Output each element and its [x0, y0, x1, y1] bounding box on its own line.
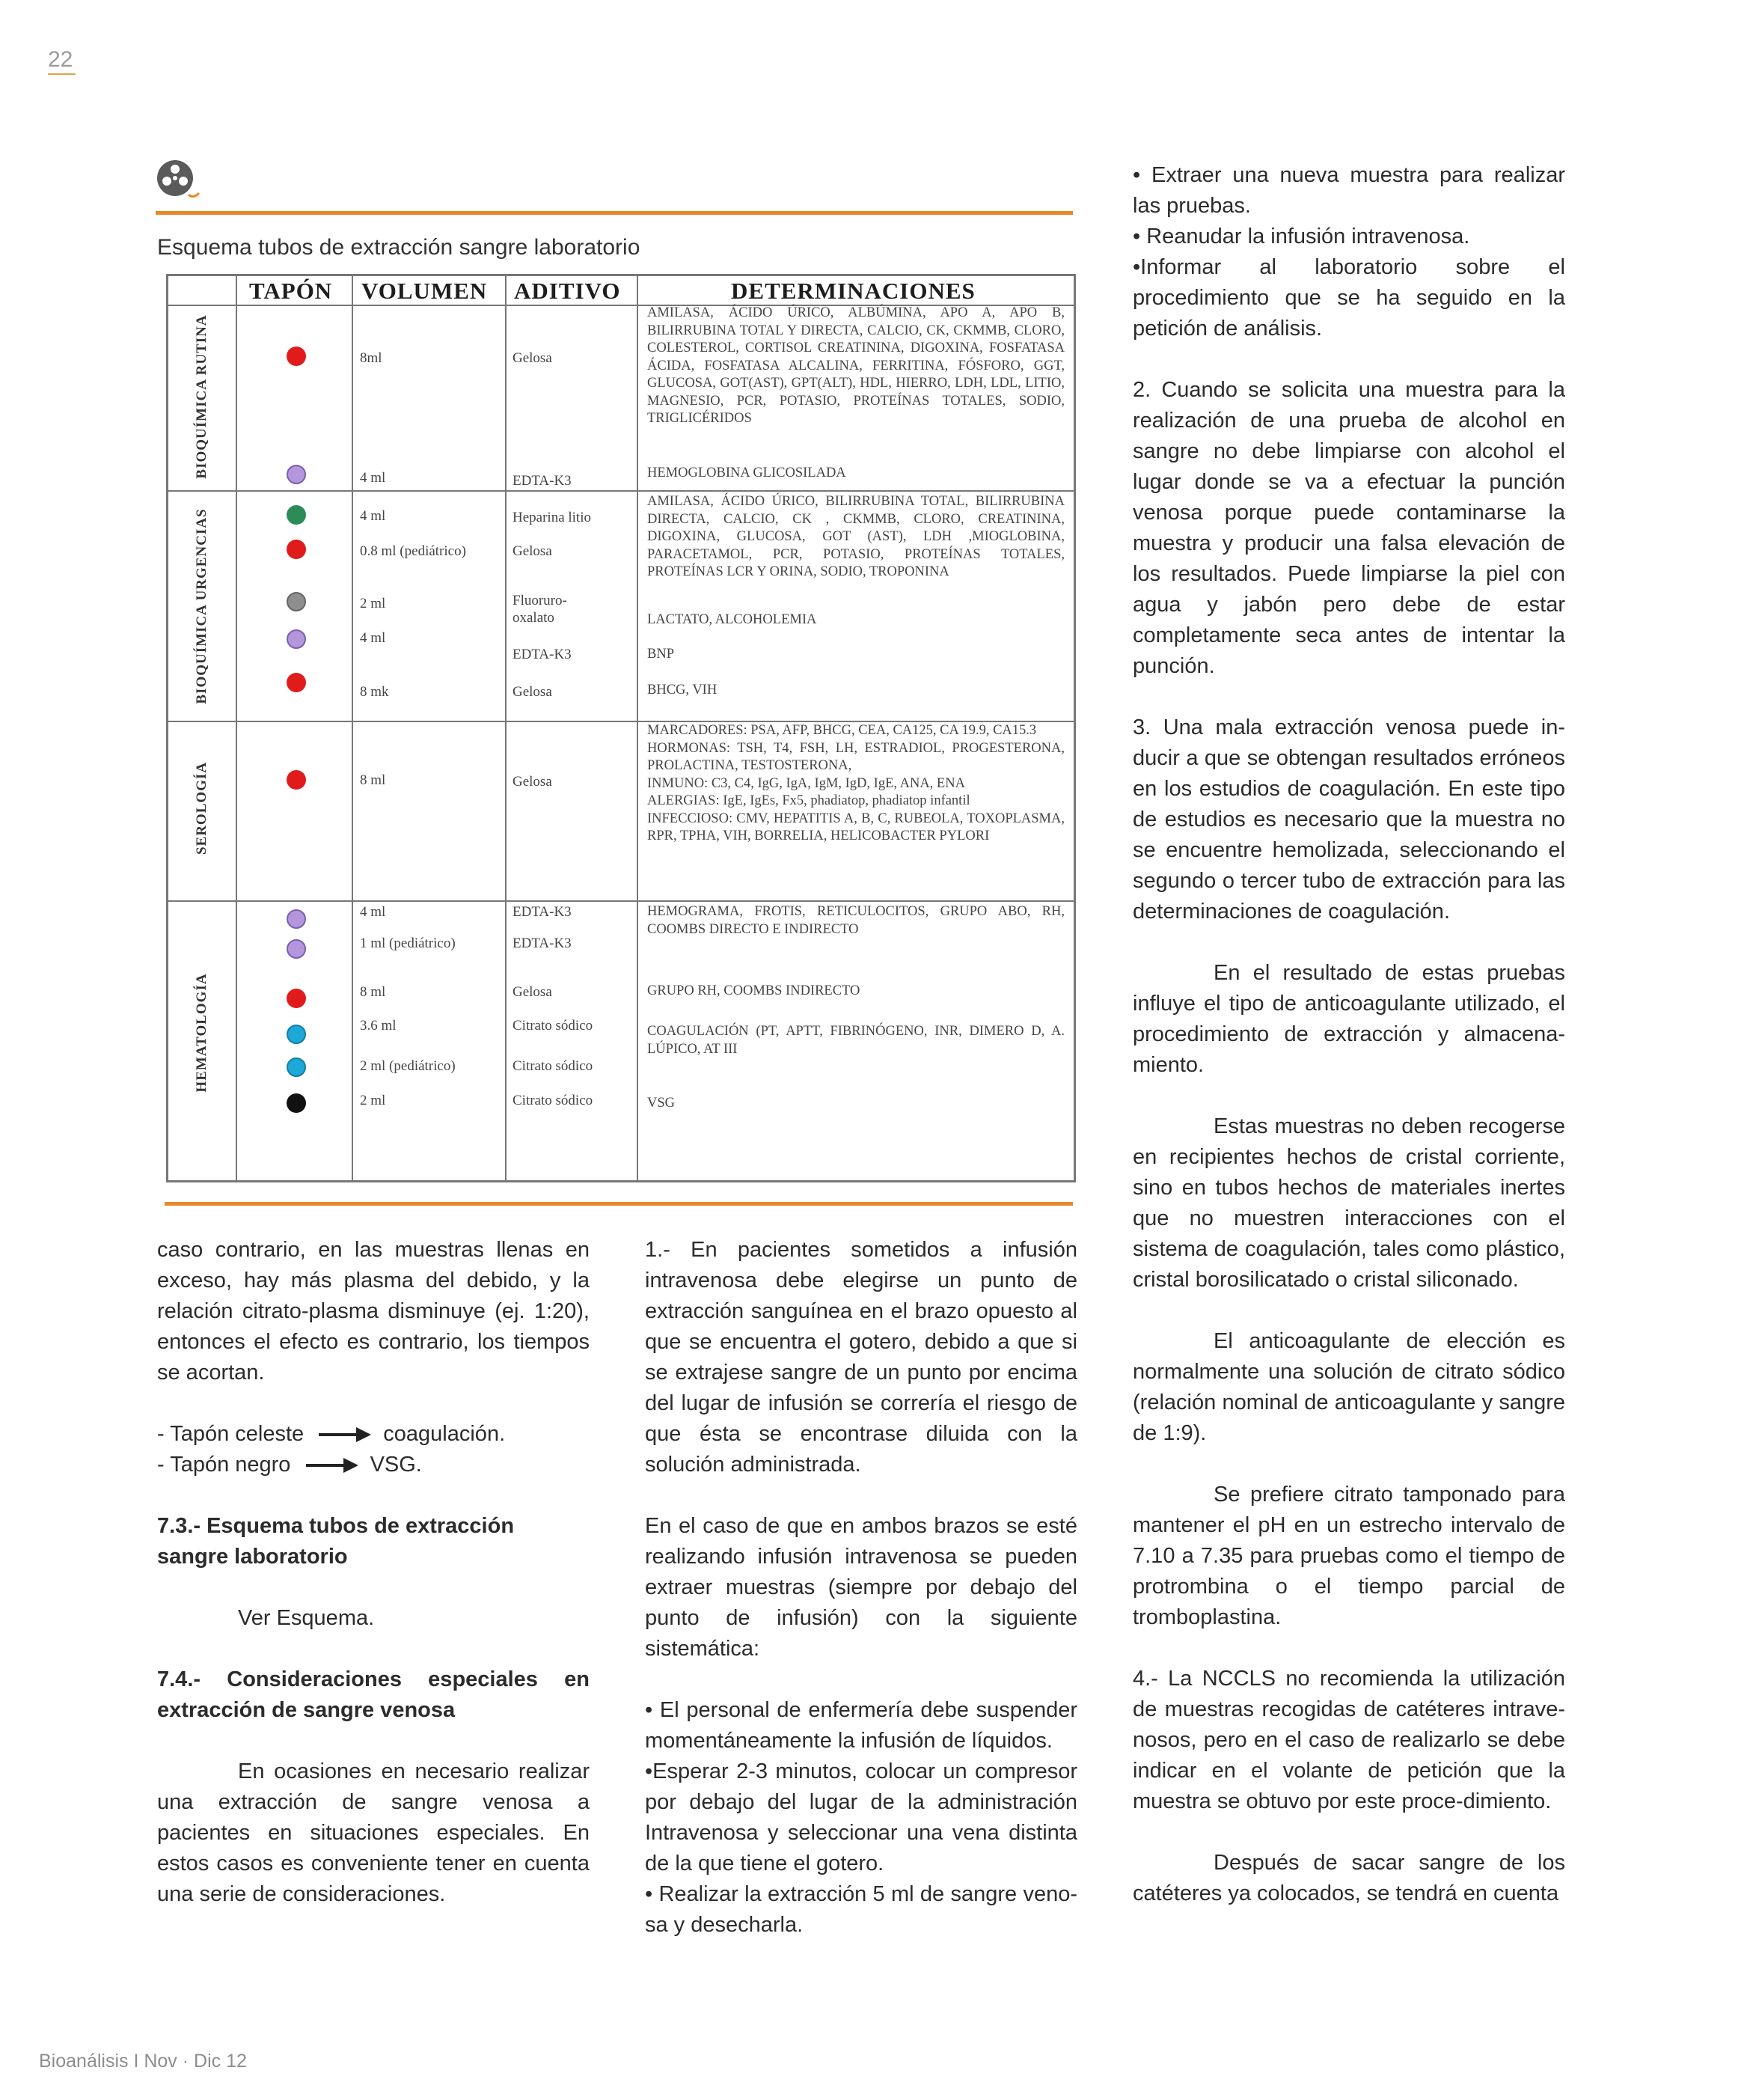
- section-label-urgencias: BIOQUÍMICA URGENCIAS: [194, 508, 209, 704]
- additive-value: Fluoruro- oxalato: [513, 593, 567, 626]
- additive-value: Citrato sódico: [513, 1093, 593, 1108]
- volume-value: 4 ml: [360, 904, 386, 920]
- bullet-item: • El personal de enfermería debe suspender momentáneamente la infusión de líquidos.: [645, 1698, 1077, 1753]
- red-tube-cap: [287, 347, 306, 366]
- bullet-item: •Esperar 2-3 minutos, colocar un compresor por debajo del lugar de la administración Intravenosa y seleccionar una vena distinta de la que tiene el gotero.: [645, 1759, 1077, 1875]
- section-heading: 7.4.- Consideraciones especiales en extracción de sangre venosa: [157, 1667, 590, 1722]
- arrow-right-icon: [306, 1464, 355, 1467]
- celeste-tube-cap: [287, 1057, 306, 1077]
- determinations-line: MARCADORES: PSA, AFP, BHCG, CEA, CA125, CA 19.9, CA15.3: [647, 723, 1037, 738]
- figure-bottom-rule: [165, 1202, 1073, 1206]
- list-item-value: VSG.: [370, 1453, 422, 1477]
- list-item: [157, 1419, 590, 1450]
- table-divider: [505, 276, 507, 1180]
- table-divider: [352, 276, 353, 1180]
- paragraph: En el resultado de estas pruebas influye el tipo de anticoagulante utilizado, el procedimiento de extracción y almacena-miento.: [1133, 961, 1565, 1077]
- black-tube-cap: [287, 1093, 306, 1113]
- paragraph: Después de sacar sangre de los catéteres ya colocados, se tendrá en cuenta: [1133, 1851, 1565, 1905]
- additive-value: EDTA-K3: [513, 473, 572, 489]
- header-determinaciones: DETERMINACIONES: [731, 278, 976, 304]
- lavender-tube-cap: [287, 465, 306, 484]
- volume-value: 2 ml (pediátrico): [360, 1058, 456, 1074]
- section-label-rutina: BIOQUÍMICA RUTINA: [194, 314, 209, 479]
- header-volumen: VOLUMEN: [361, 278, 488, 304]
- header-aditivo: ADITIVO: [514, 278, 621, 304]
- list-item-value: coagulación.: [383, 1422, 506, 1446]
- additive-value: EDTA-K3: [513, 935, 572, 951]
- left-column: [157, 1235, 590, 1941]
- table-divider: [168, 490, 1074, 492]
- green-tube-cap: [287, 505, 306, 525]
- paragraph: 3. Una mala extracción venosa puede in-ducir a que se obtengan resultados erróneos en los estudios de coagulación. En este tipo de estudios es necesario que la muestra no se encuentre hemolizada, seleccionando el segundo o tercer tubo de extracción para las determinaciones de coagulación.: [1133, 715, 1565, 924]
- paragraph: 4.- La NCCLS no recomienda la utilización de muestras recogidas de catéteres intrave-nosos, pero en el caso de realizarlo se debe indicar en el volante de petición que la muestra se obtuvo por este proce-dimiento.: [1133, 1667, 1565, 1813]
- volume-value: 2 ml: [360, 596, 386, 611]
- list-item-label: - Tapón negro: [157, 1453, 291, 1477]
- lavender-tube-cap: [287, 909, 306, 929]
- determinations-text: HEMOGLOBINA GLICOSILADA: [647, 466, 846, 480]
- gray-tube-cap: [287, 592, 306, 611]
- additive-value: EDTA-K3: [513, 647, 572, 662]
- paragraph: Estas muestras no deben recogerse en recipientes hechos de cristal corriente, sino en tubos hechos de materiales inertes que no muestren interacciones con el sistema de coagulación, tales como plástico, cristal borosilicatado o cristal siliconado.: [1133, 1114, 1565, 1292]
- red-tube-cap: [287, 770, 306, 790]
- volume-value: 8 ml: [360, 984, 386, 1000]
- arrow-right-icon: [319, 1433, 368, 1436]
- determinations-text: GRUPO RH, COOMBS INDIRECTO: [647, 983, 860, 998]
- additive-value: Gelosa: [513, 543, 552, 559]
- determinations-line: HORMONAS: TSH, T4, FSH, LH, ESTRADIOL, PROGESTERONA, PROLACTINA, TESTOSTERONA,: [647, 740, 1065, 773]
- volume-value: 4 ml: [360, 508, 386, 524]
- determinations-line: ALERGIAS: IgE, IgEs, Fx5, phadiatop, phadiatop infantil: [647, 793, 970, 808]
- section-heading: 7.3.- Esquema tubos de extracción sangre laboratorio: [157, 1514, 515, 1569]
- bullet-item: • Reanudar la infusión intravenosa.: [1133, 225, 1470, 248]
- paragraph: 1.- En pacientes sometidos a infusión intravenosa debe elegirse un punto de extracción sanguínea en el brazo opuesto al que se encuentra el gotero, debido a que si se extrajese sangre de un punto por encima del lugar de infusión se correría el riesgo de que ésta se encontrase diluida con la solución administrada.: [645, 1238, 1077, 1477]
- additive-value: Gelosa: [513, 774, 552, 790]
- header-tapon: TAPÓN: [249, 278, 333, 304]
- volume-value: 1 ml (pediátrico): [360, 935, 456, 951]
- volume-value: 4 ml: [360, 630, 386, 646]
- list-item: [157, 1450, 590, 1480]
- determinations-text: AMILASA, ÁCIDO ÚRICO, BILIRRUBINA TOTAL, BILIRRUBINA DIRECTA, CALCIO, CK , CKMMB, CLORO, CREATININA, DIGOXINA, GLUCOSA, GOT (AST), LDH ,MIOGLOBINA, PARACETAMOL, PCR, POTASIO, PROTEÍNAS TOTALES, PROTEÍNAS LCR Y ORINA, SODIO, TROPONINA: [647, 494, 1065, 579]
- page-number: 22: [48, 46, 76, 75]
- paragraph: En el caso de que en ambos brazos se esté realizando infusión intravenosa se pueden extraer muestras (siempre por debajo del punto de infusión) con la siguiente sistemática:: [645, 1514, 1077, 1661]
- volume-value: 8 ml: [360, 772, 386, 788]
- figure-top-rule: [156, 211, 1073, 215]
- additive-value: Citrato sódico: [513, 1018, 593, 1034]
- tube-scheme-table: [166, 274, 1076, 1182]
- volume-value: 8ml: [360, 350, 382, 366]
- figure-caption: Esquema tubos de extracción sangre laboratorio: [157, 235, 640, 260]
- section-label-serologia: SEROLOGÍA: [194, 761, 209, 855]
- footer-publication: Bioanálisis I Nov · Dic 12: [39, 2051, 247, 2072]
- paragraph: Se prefiere citrato tamponado para mantener el pH en un estrecho intervalo de 7.10 a 7.35 para pruebas como el tiempo de protrombina o el tiempo parcial de tromboplastina.: [1133, 1483, 1565, 1629]
- volume-value: 3.6 ml: [360, 1018, 397, 1034]
- determinations-line: INMUNO: C3, C4, IgG, IgA, IgM, IgD, IgE, ANA, ENA: [647, 775, 965, 791]
- determinations-text: BHCG, VIH: [647, 683, 718, 698]
- list-item-label: - Tapón celeste: [157, 1422, 305, 1446]
- celeste-tube-cap: [287, 1025, 306, 1044]
- lavender-tube-cap: [287, 939, 306, 959]
- additive-value: Gelosa: [513, 350, 552, 366]
- additive-value: EDTA-K3: [513, 904, 572, 920]
- red-tube-cap: [287, 989, 306, 1008]
- determinations-text: BNP: [647, 647, 674, 662]
- paragraph: 2. Cuando se solicita una muestra para la realización de una prueba de alcohol en sangre no debe limpiarse con alcohol el lugar donde se va a efectuar la punción venosa porque puede contaminarse la muestra y producir una falsa elevación de los resultados. Puede limpiarse la piel con agua y jabón pero debe de estar completamente seca antes de intentar la punción.: [1133, 378, 1565, 678]
- volume-value: 8 mk: [360, 684, 389, 700]
- bullet-item: • Extraer una nueva muestra para realizar las pruebas.: [1133, 163, 1565, 218]
- middle-column: [645, 1235, 1077, 1941]
- bullet-item: • Realizar la extracción 5 ml de sangre veno-sa y desecharla.: [645, 1882, 1077, 1937]
- paragraph: En ocasiones en necesario realizar una extracción de sangre venosa a pacientes en situaciones especiales. En estos casos es conveniente tener en cuenta una serie de consideraciones.: [157, 1759, 590, 1906]
- additive-value: Heparina litio: [513, 510, 591, 525]
- paragraph: Ver Esquema.: [238, 1606, 375, 1630]
- additive-value: Gelosa: [513, 984, 552, 1000]
- red-tube-cap: [287, 673, 306, 692]
- paragraph: caso contrario, en las muestras llenas en exceso, hay más plasma del debido, y la relación citrato-plasma disminuye (ej. 1:20), entonces el efecto es contrario, los tiempos se acortan.: [157, 1238, 590, 1385]
- volume-value: 0.8 ml (pediátrico): [360, 543, 466, 559]
- determinations-text: [647, 722, 1065, 846]
- section-label-hematologia: HEMATOLOGÍA: [194, 973, 209, 1093]
- paragraph: El anticoagulante de elección es normalmente una solución de citrato sódico (relación nominal de anticoagulante y sangre de 1:9).: [1133, 1329, 1565, 1445]
- additive-value: Citrato sódico: [513, 1058, 593, 1074]
- right-column: [1133, 160, 1565, 1940]
- determinations-line: INFECCIOSO: CMV, HEPATITIS A, B, C, RUBEOLA, TOXOPLASMA, RPR, TPHA, VIH, BORRELIA, HELICOBACTER PYLORI: [647, 811, 1065, 843]
- film-reel-icon: [156, 159, 205, 202]
- lavender-tube-cap: [287, 629, 306, 649]
- red-tube-cap: [287, 540, 306, 559]
- bullet-item: •Informar al laboratorio sobre el procedimiento que se ha seguido en la petición de análisis.: [1133, 255, 1565, 341]
- table-divider: [168, 900, 1074, 902]
- determinations-text: COAGULACIÓN (PT, APTT, FIBRINÓGENO, INR, DIMERO D, A. LÚPICO, AT III: [647, 1024, 1065, 1057]
- volume-value: 4 ml: [360, 470, 386, 486]
- volume-value: 2 ml: [360, 1093, 386, 1108]
- determinations-text: HEMOGRAMA, FROTIS, RETICULOCITOS, GRUPO ABO, RH, COOMBS DIRECTO E INDIRECTO: [647, 904, 1065, 937]
- determinations-text: VSG: [647, 1096, 676, 1111]
- additive-value: Gelosa: [513, 684, 552, 700]
- determinations-text: AMILASA, ÁCIDO ÚRICO, ALBÚMINA, APO A, APO B, BILIRRUBINA TOTAL Y DIRECTA, CALCIO, CK, CKMMB, CLORO, COLESTEROL, CORTISOL CREATININA, DIGOXINA, FOSFATASA ÁCIDA, FOSFATASA ALCALINA, FERRITINA, FÓSFORO, GGT, GLUCOSA, GOT(AST), GPT(ALT), HDL, HIERRO, LDH, LDL, LITIO, MAGNESIO, PCR, POTASIO, PROTEÍNAS TOTALES, SODIO, TRIGLICÉRIDOS: [647, 305, 1065, 426]
- determinations-text: LACTATO, ALCOHOLEMIA: [647, 612, 817, 627]
- table-divider: [637, 276, 638, 1180]
- table-divider: [236, 276, 237, 1180]
